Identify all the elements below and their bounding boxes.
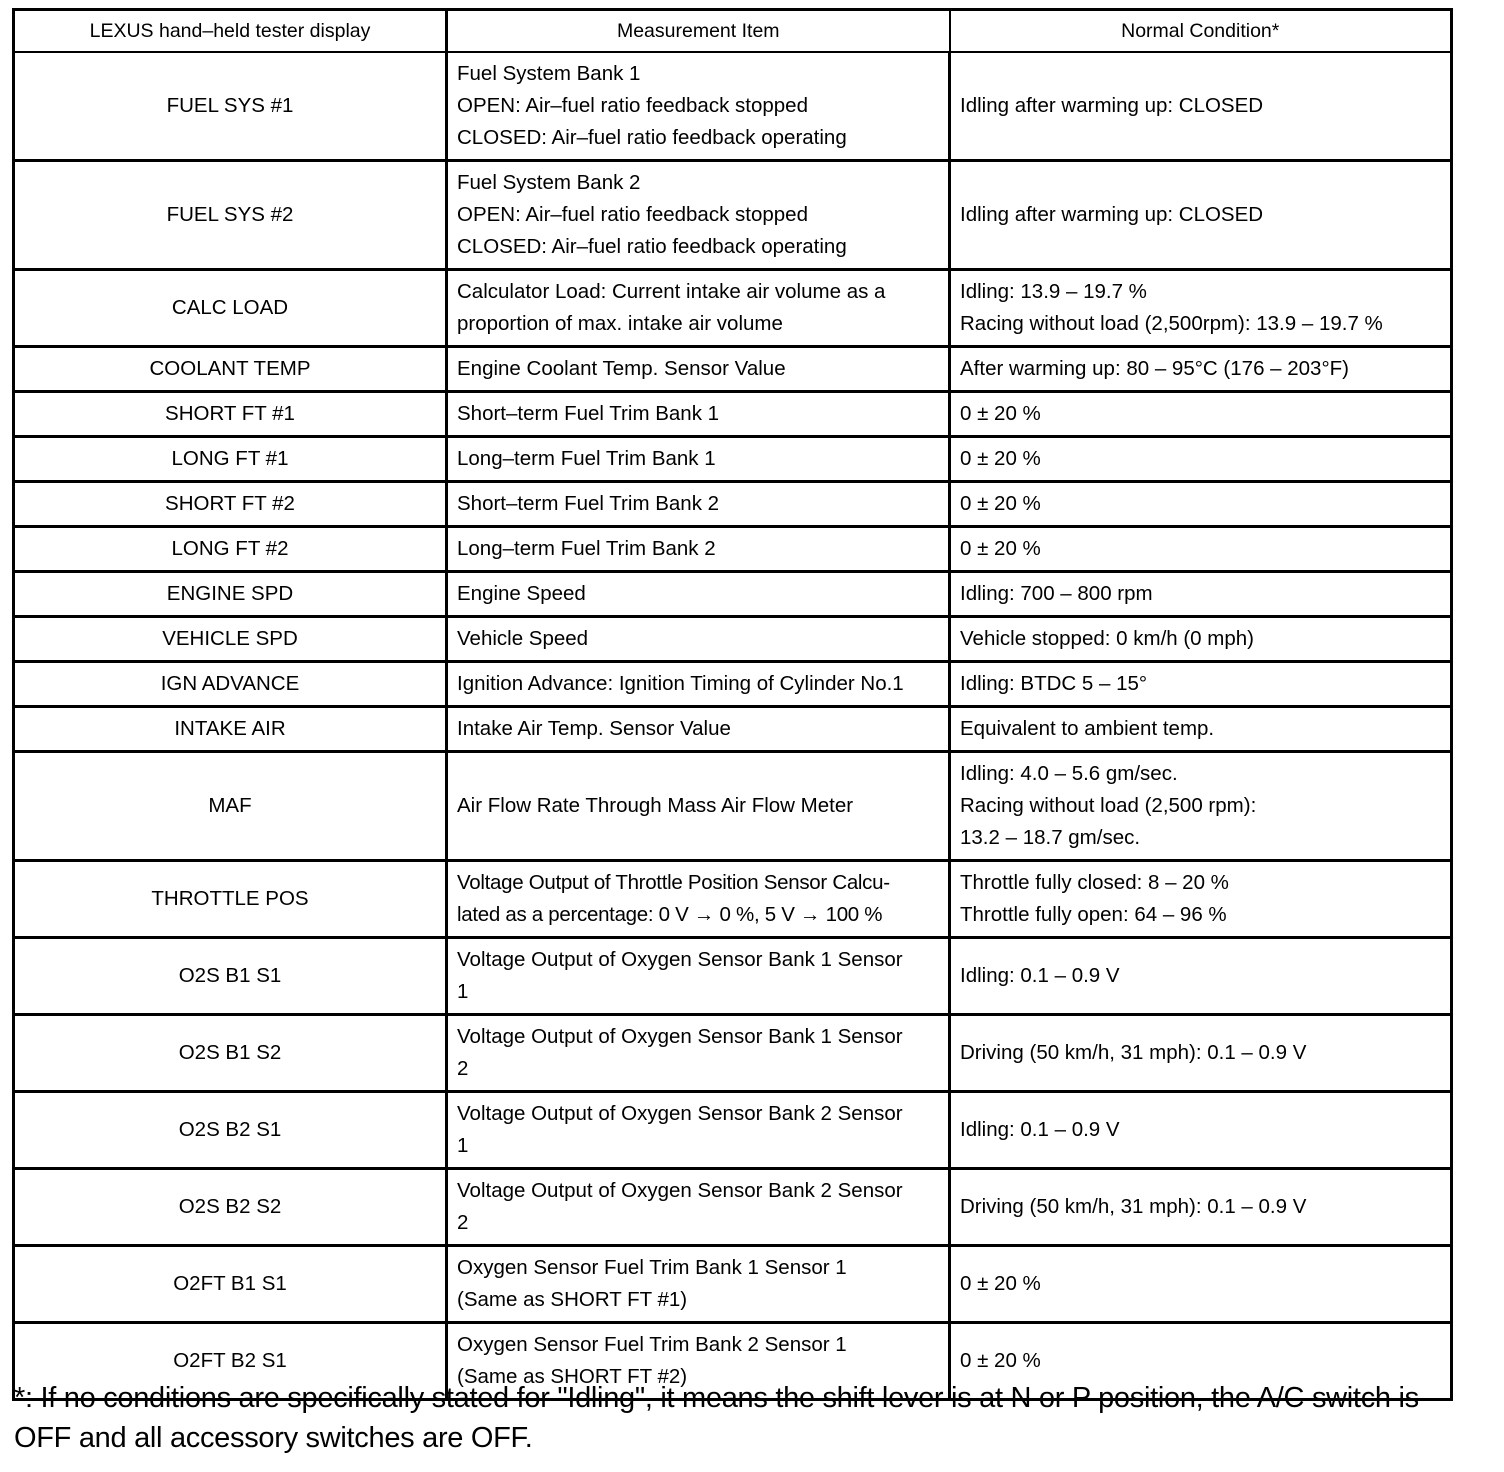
cell-normal-condition: Driving (50 km/h, 31 mph): 0.1 – 0.9 V <box>950 1169 1452 1246</box>
cell-measurement-item: Calculator Load: Current intake air volume as a proportion of max. intake air volume <box>447 270 950 347</box>
cell-normal-condition: Equivalent to ambient temp. <box>950 707 1452 752</box>
cell-normal-condition: 0 ± 20 % <box>950 392 1452 437</box>
cell-normal-condition: 0 ± 20 % <box>950 437 1452 482</box>
cell-tester-display: FUEL SYS #2 <box>14 161 447 270</box>
header-measurement-item: Measurement Item <box>447 10 950 53</box>
table-body <box>14 52 1452 1400</box>
cell-measurement-item: Long–term Fuel Trim Bank 2 <box>447 527 950 572</box>
table-row <box>14 161 1452 270</box>
cell-measurement-item: Voltage Output of Oxygen Sensor Bank 2 Sensor 2 <box>447 1169 950 1246</box>
cell-normal-condition: 0 ± 20 % <box>950 482 1452 527</box>
cell-tester-display: FUEL SYS #1 <box>14 52 447 161</box>
cell-tester-display: LONG FT #2 <box>14 527 447 572</box>
cell-measurement-item: Short–term Fuel Trim Bank 1 <box>447 392 950 437</box>
table-row <box>14 1169 1452 1246</box>
header-tester-display: LEXUS hand–held tester display <box>14 10 447 53</box>
cell-tester-display: MAF <box>14 752 447 861</box>
cell-tester-display: SHORT FT #1 <box>14 392 447 437</box>
table-row <box>14 347 1452 392</box>
cell-normal-condition: Idling after warming up: CLOSED <box>950 161 1452 270</box>
table-row <box>14 270 1452 347</box>
cell-normal-condition: Idling: 13.9 – 19.7 % Racing without load (2,500rpm): 13.9 – 19.7 % <box>950 270 1452 347</box>
tester-data-table <box>12 8 1453 1401</box>
cell-measurement-item: Voltage Output of Oxygen Sensor Bank 1 Sensor 2 <box>447 1015 950 1092</box>
cell-tester-display: INTAKE AIR <box>14 707 447 752</box>
cell-measurement-item: Voltage Output of Oxygen Sensor Bank 2 Sensor 1 <box>447 1092 950 1169</box>
cell-tester-display: CALC LOAD <box>14 270 447 347</box>
cell-measurement-item: Short–term Fuel Trim Bank 2 <box>447 482 950 527</box>
table-row <box>14 707 1452 752</box>
cell-measurement-item: Oxygen Sensor Fuel Trim Bank 2 Sensor 1 (Same as SHORT FT #2) <box>447 1323 950 1400</box>
cell-measurement-item: Fuel System Bank 2 OPEN: Air–fuel ratio feedback stopped CLOSED: Air–fuel ratio feedback operating <box>447 161 950 270</box>
cell-normal-condition: Driving (50 km/h, 31 mph): 0.1 – 0.9 V <box>950 1015 1452 1092</box>
cell-tester-display: SHORT FT #2 <box>14 482 447 527</box>
cell-tester-display: O2S B2 S1 <box>14 1092 447 1169</box>
cell-measurement-item: Intake Air Temp. Sensor Value <box>447 707 950 752</box>
cell-normal-condition: 0 ± 20 % <box>950 1323 1452 1400</box>
table-row <box>14 1015 1452 1092</box>
cell-tester-display: ENGINE SPD <box>14 572 447 617</box>
cell-tester-display: COOLANT TEMP <box>14 347 447 392</box>
table-row <box>14 617 1452 662</box>
cell-measurement-item: Engine Speed <box>447 572 950 617</box>
cell-normal-condition: After warming up: 80 – 95°C (176 – 203°F) <box>950 347 1452 392</box>
cell-normal-condition: 0 ± 20 % <box>950 527 1452 572</box>
cell-normal-condition: Throttle fully closed: 8 – 20 % Throttle fully open: 64 – 96 % <box>950 861 1452 938</box>
cell-measurement-item: Oxygen Sensor Fuel Trim Bank 1 Sensor 1 (Same as SHORT FT #1) <box>447 1246 950 1323</box>
header-normal-condition: Normal Condition* <box>950 10 1452 53</box>
cell-measurement-item: Engine Coolant Temp. Sensor Value <box>447 347 950 392</box>
table-row <box>14 662 1452 707</box>
table-row <box>14 392 1452 437</box>
cell-measurement-item: Fuel System Bank 1 OPEN: Air–fuel ratio feedback stopped CLOSED: Air–fuel ratio feedback operating <box>447 52 950 161</box>
cell-normal-condition: Idling: 0.1 – 0.9 V <box>950 1092 1452 1169</box>
cell-normal-condition: Idling: 4.0 – 5.6 gm/sec. Racing without load (2,500 rpm): 13.2 – 18.7 gm/sec. <box>950 752 1452 861</box>
table-row <box>14 437 1452 482</box>
table-row <box>14 1092 1452 1169</box>
cell-measurement-item: Voltage Output of Throttle Position Sensor Calcu- lated as a percentage: 0 V → 0 %, 5 V → 100 % <box>447 861 950 938</box>
cell-measurement-item: Long–term Fuel Trim Bank 1 <box>447 437 950 482</box>
cell-tester-display: VEHICLE SPD <box>14 617 447 662</box>
cell-normal-condition: 0 ± 20 % <box>950 1246 1452 1323</box>
table-row <box>14 861 1452 938</box>
table-row <box>14 52 1452 161</box>
cell-tester-display: O2S B2 S2 <box>14 1169 447 1246</box>
table-row <box>14 527 1452 572</box>
cell-measurement-item: Ignition Advance: Ignition Timing of Cylinder No.1 <box>447 662 950 707</box>
cell-normal-condition: Idling: 700 – 800 rpm <box>950 572 1452 617</box>
table-header-row <box>14 10 1452 53</box>
table-row <box>14 1246 1452 1323</box>
table-row <box>14 938 1452 1015</box>
cell-normal-condition: Idling after warming up: CLOSED <box>950 52 1452 161</box>
cell-tester-display: O2S B1 S2 <box>14 1015 447 1092</box>
cell-measurement-item: Air Flow Rate Through Mass Air Flow Meter <box>447 752 950 861</box>
cell-normal-condition: Idling: BTDC 5 – 15° <box>950 662 1452 707</box>
cell-normal-condition: Vehicle stopped: 0 km/h (0 mph) <box>950 617 1452 662</box>
cell-measurement-item: Vehicle Speed <box>447 617 950 662</box>
cell-tester-display: O2S B1 S1 <box>14 938 447 1015</box>
cell-tester-display: LONG FT #1 <box>14 437 447 482</box>
table-row <box>14 482 1452 527</box>
cell-tester-display: IGN ADVANCE <box>14 662 447 707</box>
cell-tester-display: O2FT B2 S1 <box>14 1323 447 1400</box>
cell-tester-display: THROTTLE POS <box>14 861 447 938</box>
cell-measurement-item: Voltage Output of Oxygen Sensor Bank 1 Sensor 1 <box>447 938 950 1015</box>
table-row <box>14 572 1452 617</box>
cell-normal-condition: Idling: 0.1 – 0.9 V <box>950 938 1452 1015</box>
footnote: *: If no conditions are specifically stated for "Idling", it means the shift lever is at N or P position, the A/C switch is OFF and all accessory switches are OFF. <box>14 1382 1419 1454</box>
table-row <box>14 752 1452 861</box>
cell-tester-display: O2FT B1 S1 <box>14 1246 447 1323</box>
